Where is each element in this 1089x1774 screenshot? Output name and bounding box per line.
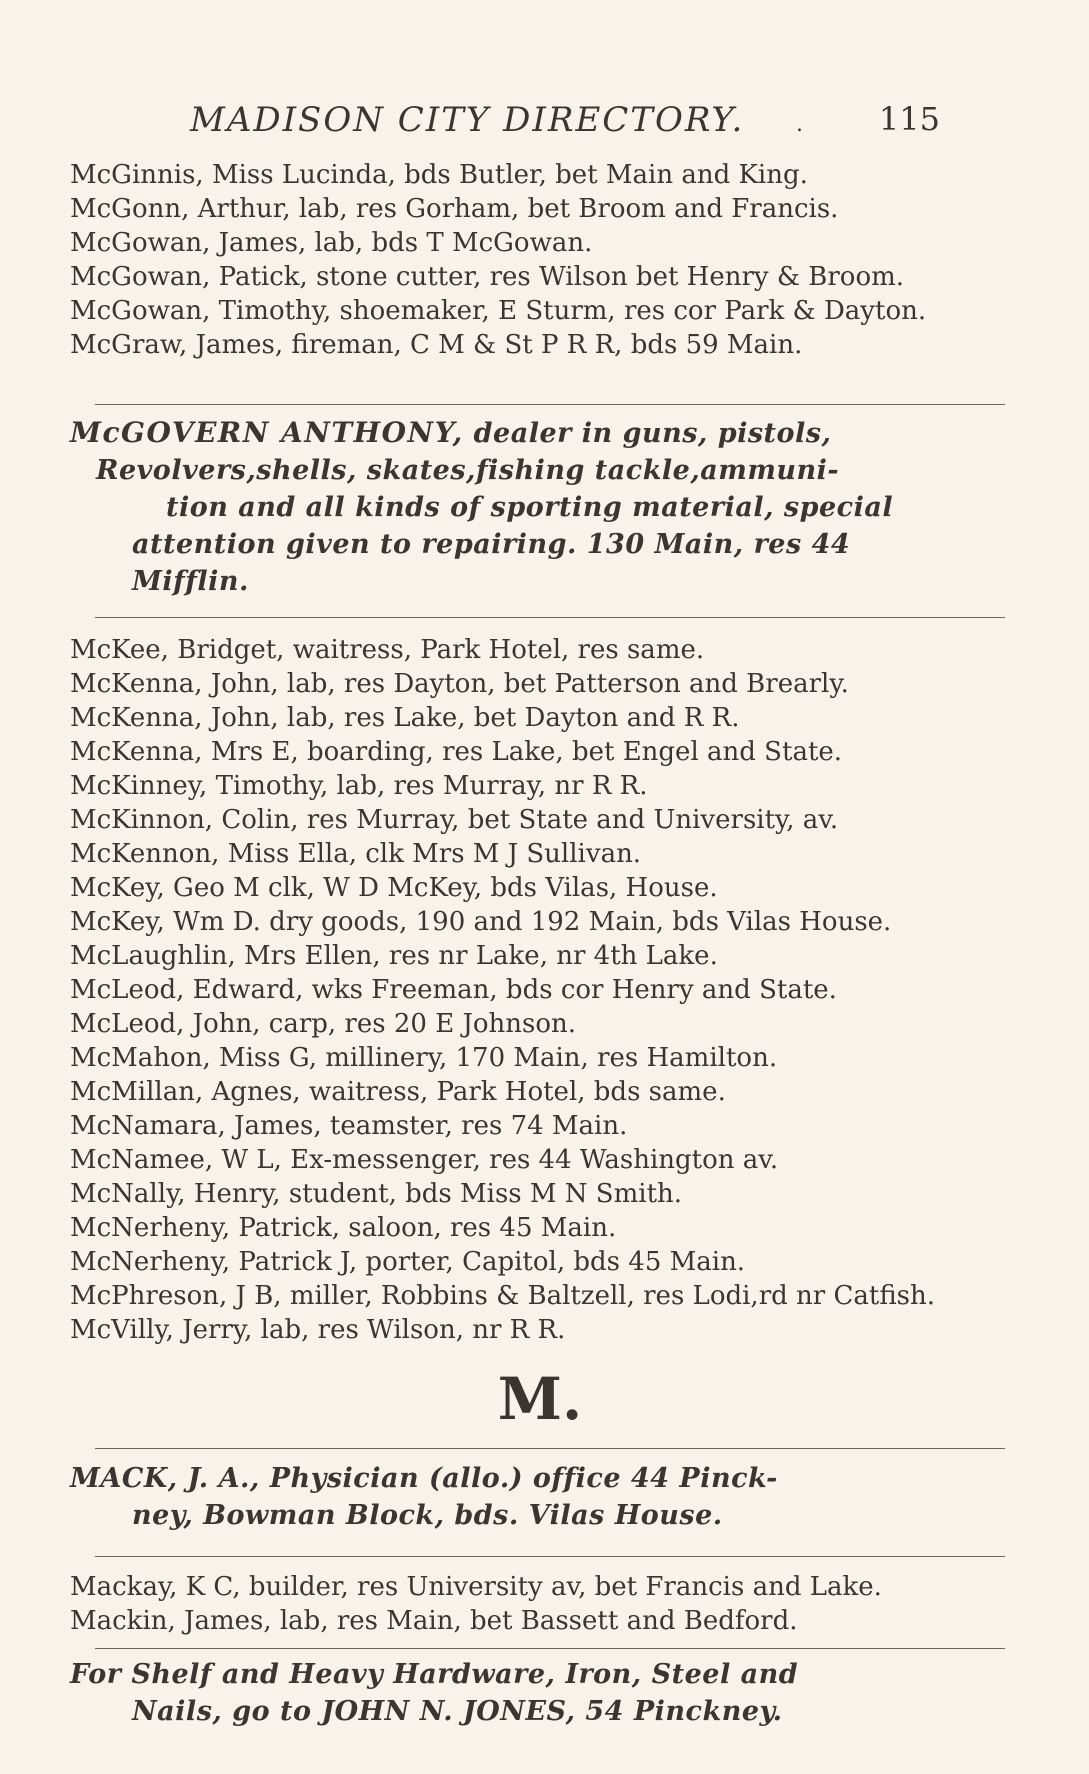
list-item: McKinnon, Colin, res Murray, bet State and University, av. [70, 805, 839, 835]
ad-line: dealer in guns, pistols, [473, 418, 832, 449]
advertisement-footer [70, 1656, 1010, 1730]
header-dot: . [796, 112, 803, 137]
list-item: McNamara, James, teamster, res 74 Main. [70, 1111, 628, 1141]
divider [95, 1448, 1005, 1449]
list-item: McGraw, James, fireman, C M & St P R R, bds 59 Main. [70, 330, 803, 360]
list-item: McNerheny, Patrick, saloon, res 45 Main. [70, 1213, 617, 1243]
ad-line: Revolvers,shells, skates,fishing tackle,ammuni- [96, 455, 840, 486]
page-header [190, 100, 950, 150]
ad-line: attention given to repairing. 130 Main, res 44 [132, 529, 851, 560]
divider [95, 404, 1005, 405]
running-title: MADISON CITY DIRECTORY. [190, 100, 745, 140]
list-item: McKinney, Timothy, lab, res Murray, nr R R. [70, 771, 648, 801]
list-item: McKey, Geo M clk, W D McKey, bds Vilas, House. [70, 873, 718, 903]
list-item: McNerheny, Patrick J, porter, Capitol, bds 45 Main. [70, 1247, 746, 1277]
divider [95, 1556, 1005, 1557]
list-item: McGowan, Timothy, shoemaker, E Sturm, res cor Park & Dayton. [70, 296, 927, 326]
list-item: McLeod, Edward, wks Freeman, bds cor Henry and State. [70, 975, 837, 1005]
list-item: McKennon, Miss Ella, clk Mrs M J Sullivan. [70, 839, 642, 869]
entry-list-bottom [70, 1570, 1010, 1638]
list-item: McLeod, John, carp, res 20 E Johnson. [70, 1009, 577, 1039]
ad-line: ney, Bowman Block, bds. Vilas House. [132, 1500, 723, 1531]
list-item: McVilly, Jerry, lab, res Wilson, nr R R. [70, 1315, 566, 1345]
list-item: McNally, Henry, student, bds Miss M N Smith. [70, 1179, 683, 1209]
entry-list-top [70, 158, 1010, 362]
list-item: McPhreson, J B, miller, Robbins & Baltzell, res Lodi,rd nr Catfish. [70, 1281, 936, 1311]
list-item: McGinnis, Miss Lucinda, bds Butler, bet Main and King. [70, 160, 808, 190]
list-item: McLaughlin, Mrs Ellen, res nr Lake, nr 4th Lake. [70, 941, 718, 971]
ad-line: tion and all kinds of sporting material, special [166, 492, 894, 523]
page-number: 115 [878, 100, 940, 138]
ad-line: MACK, J. A., Physician (allo.) office 44 Pinck- [70, 1463, 778, 1494]
list-item: McMillan, Agnes, waitress, Park Hotel, bds same. [70, 1077, 726, 1107]
list-item: McKenna, Mrs E, boarding, res Lake, bet Engel and State. [70, 737, 843, 767]
list-item: McNamee, W L, Ex-messenger, res 44 Washington av. [70, 1145, 779, 1175]
advertisement-mcgovern [70, 414, 1010, 600]
divider [95, 1648, 1005, 1649]
list-item: McKenna, John, lab, res Lake, bet Dayton and R R. [70, 703, 740, 733]
entry-list-middle [70, 633, 1010, 1347]
list-item: McKey, Wm D. dry goods, 190 and 192 Main, bds Vilas House. [70, 907, 892, 937]
advertiser-name: McGOVERN ANTHONY, [70, 416, 464, 449]
list-item: Mackay, K C, builder, res University av, bet Francis and Lake. [70, 1572, 882, 1602]
ad-line: Mifflin. [132, 566, 249, 597]
list-item: McKee, Bridget, waitress, Park Hotel, res same. [70, 635, 705, 665]
list-item: McKenna, John, lab, res Dayton, bet Patterson and Brearly. [70, 669, 849, 699]
ad-line: For Shelf and Heavy Hardware, Iron, Steel and [70, 1659, 799, 1690]
section-heading: M. [497, 1365, 583, 1433]
list-item: McGowan, Patick, stone cutter, res Wilson bet Henry & Broom. [70, 262, 905, 292]
list-item: McGonn, Arthur, lab, res Gorham, bet Broom and Francis. [70, 194, 839, 224]
divider [95, 617, 1005, 618]
advertisement-mack [70, 1460, 1010, 1534]
ad-line: Nails, go to JOHN N. JONES, 54 Pinckney. [132, 1696, 783, 1727]
list-item: Mackin, James, lab, res Main, bet Bassett and Bedford. [70, 1606, 798, 1636]
list-item: McGowan, James, lab, bds T McGowan. [70, 228, 593, 258]
list-item: McMahon, Miss G, millinery, 170 Main, res Hamilton. [70, 1043, 778, 1073]
